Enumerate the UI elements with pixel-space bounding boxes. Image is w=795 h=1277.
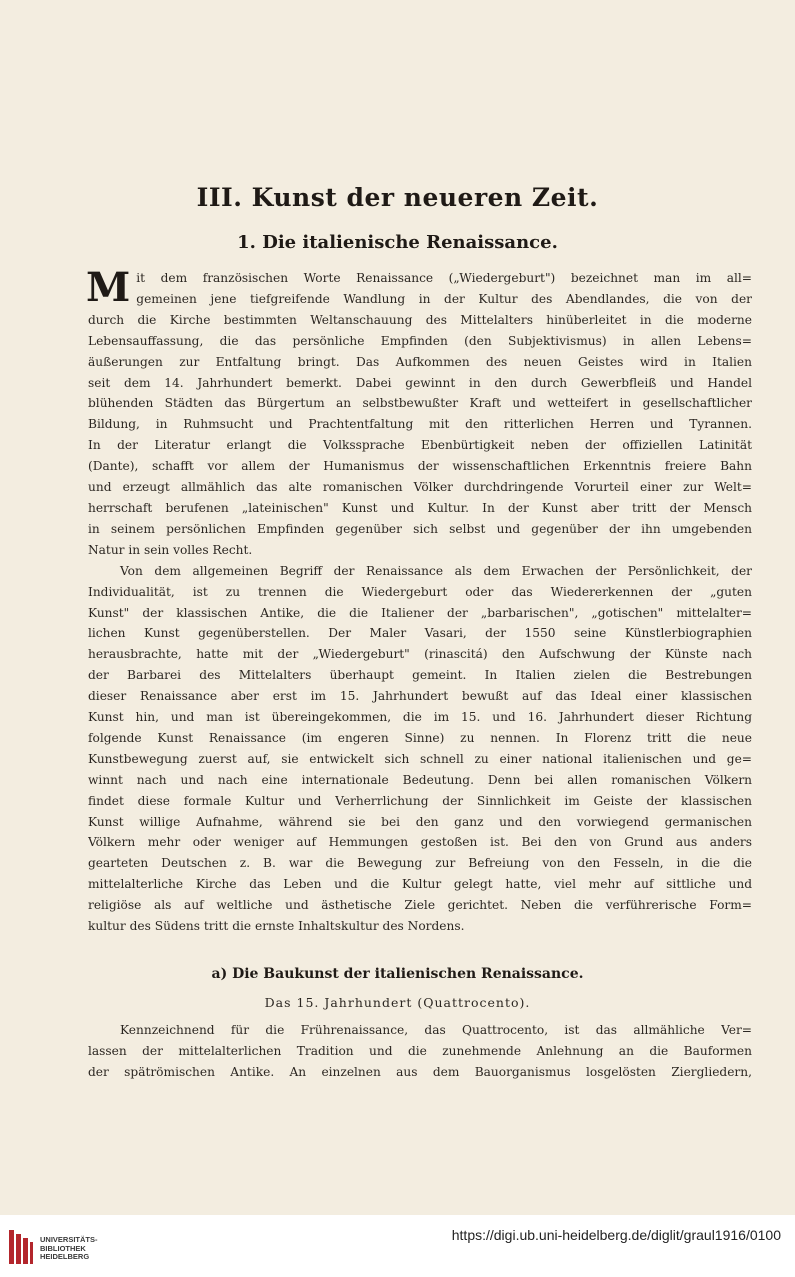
text-line: äußerungen zur Entfaltung bringt. Das Aufkommen des neuen Geistes wird in Italien (88, 354, 752, 369)
paragraph-2 (88, 561, 752, 937)
text-line: Kunst willige Aufnahme, während sie bei den ganz und den vorwiegend germanischen (88, 814, 752, 829)
text-line: winnt nach und nach eine internationale Bedeutung. Denn bei allen romanischen Völkern (88, 772, 752, 787)
text-line: blühenden Städten das Bürgertum an selbstbewußter Kraft und wetteifert in gesellschaftlicher (88, 396, 752, 411)
permalink-url[interactable]: https://digi.ub.uni-heidelberg.de/diglit/graul1916/0100 (451, 1227, 781, 1243)
library-name-line: BIBLIOTHEK (40, 1243, 86, 1253)
paragraph-1 (86, 264, 752, 561)
text-line: Völkern mehr oder weniger auf Hemmungen gestoßen ist. Bei den von Grund aus anders (88, 835, 752, 850)
text-line: Natur in sein volles Recht. (88, 542, 253, 557)
library-name-line: HEIDELBERG (40, 1252, 90, 1261)
library-name (40, 1236, 98, 1262)
body-text-continued (88, 1020, 752, 1083)
text-line: Kunstbewegung zuerst auf, sie entwickelt sich schnell zu einer national italienischen und ge= (88, 751, 752, 766)
text-line: herrschaft berufenen „lateinischen" Kunst und Kultur. In der Kunst aber tritt der Mensch (88, 500, 752, 515)
text-line: folgende Kunst Renaissance (im engeren Sinne) zu nennen. In Florenz tritt die neue (88, 730, 752, 745)
text-line: dieser Renaissance aber erst im 15. Jahrhundert bewußt auf das Ideal einer klassischen (88, 689, 752, 704)
library-name-line: UNIVERSITÄTS- (40, 1235, 98, 1244)
section-title: 1. Die italienische Renaissance. (237, 232, 558, 253)
text-line: Von dem allgemeinen Begriff der Renaissance als dem Erwachen der Persönlichkeit, der (120, 563, 752, 578)
text-line: der Barbarei des Mittelalters überhaupt gemeint. In Italien zielen die Bestrebungen (88, 668, 752, 683)
text-line: Bildung, in Ruhmsucht und Prachtentfaltung mit den ritterlichen Herren und Tyrannen. (88, 417, 752, 432)
text-line: Kunst" der klassischen Antike, die die Italiener der „barbarischen", „gotischen" mittelalter= (88, 605, 752, 620)
text-line: gemeinen jene tiefgreifende Wandlung in der Kultur des Abendlandes, die von der (136, 291, 752, 306)
text-line: herausbrachte, hatte mit der „Wiedergeburt" (rinascitá) den Aufschwung der Künste nach (88, 647, 752, 662)
text-line: der spätrömischen Antike. An einzelnen aus dem Bauorganismus losgelösten Ziergliedern, (88, 1064, 752, 1079)
text-line: Individualität, ist zu trennen die Wiedergeburt oder das Wiedererkennen der „guten (88, 584, 752, 599)
subsection-subtitle: Das 15. Jahrhundert (Quattrocento). (264, 995, 531, 1010)
text-line: (Dante), schafft vor allem der Humanismus der wissenschaftlichen Erkenntnis freiere Bahn (88, 459, 752, 474)
text-line: durch die Kirche bestimmten Weltanschauung des Mittelalters hinüberleitet in die moderne (88, 312, 752, 327)
text-line: Kunst hin, und man ist übereingekommen, die im 15. und 16. Jahrhundert dieser Richtung (88, 710, 752, 725)
subsection-title: a) Die Baukunst der italienischen Renaissance. (211, 966, 584, 982)
chapter-title: III. Kunst der neueren Zeit. (196, 183, 599, 212)
text-line: religiöse als auf weltliche und ästhetische Ziele gerichtet. Neben die verführerische Form= (88, 898, 752, 913)
text-line: findet diese formale Kultur und Verherrlichung der Sinnlichkeit im Geiste der klassischen (88, 793, 752, 808)
footer-bar (0, 1215, 795, 1277)
text-line: it dem französischen Worte Renaissance („Wiedergeburt") bezeichnet man im all= (136, 271, 752, 285)
text-line: Lebensauffassung, die das persönliche Empfinden (den Subjektivismus) in allen Lebens= (88, 333, 752, 348)
text-line: gearteten Deutschen z. B. war die Bewegung zur Befreiung von den Fesseln, in die die (88, 856, 752, 871)
text-line: lichen Kunst gegenüberstellen. Der Maler Vasari, der 1550 seine Künstlerbiographien (88, 626, 752, 641)
text-line: seit dem 14. Jahrhundert bemerkt. Dabei gewinnt in den durch Gewerbfleiß und Handel (88, 375, 752, 390)
paragraph-3 (88, 1020, 752, 1083)
text-line: kultur des Südens tritt die ernste Inhaltskultur des Nordens. (88, 919, 465, 934)
text-line: Kennzeichnend für die Frührenaissance, das Quattrocento, ist das allmähliche Ver= (120, 1023, 752, 1037)
body-text (86, 264, 752, 937)
drop-initial: M (86, 264, 131, 311)
text-line: mittelalterliche Kirche das Leben und die Kultur gelegt hatte, viel mehr auf sittliche und (88, 877, 752, 892)
text-line: in seinem persönlichen Empfinden gegenüber sich selbst und gegenüber der ihn umgebenden (88, 521, 752, 536)
text-line: lassen der mittelalterlichen Tradition und die zunehmende Anlehnung an die Bauformen (88, 1043, 752, 1058)
university-library-logo-icon (8, 1228, 34, 1266)
text-line: und erzeugt allmählich das alte romanischen Völker durchdringende Vorurteil einer zur Welt= (88, 480, 752, 495)
text-line: In der Literatur erlangt die Volkssprache Ebenbürtigkeit neben der offiziellen Latinität (88, 438, 752, 453)
